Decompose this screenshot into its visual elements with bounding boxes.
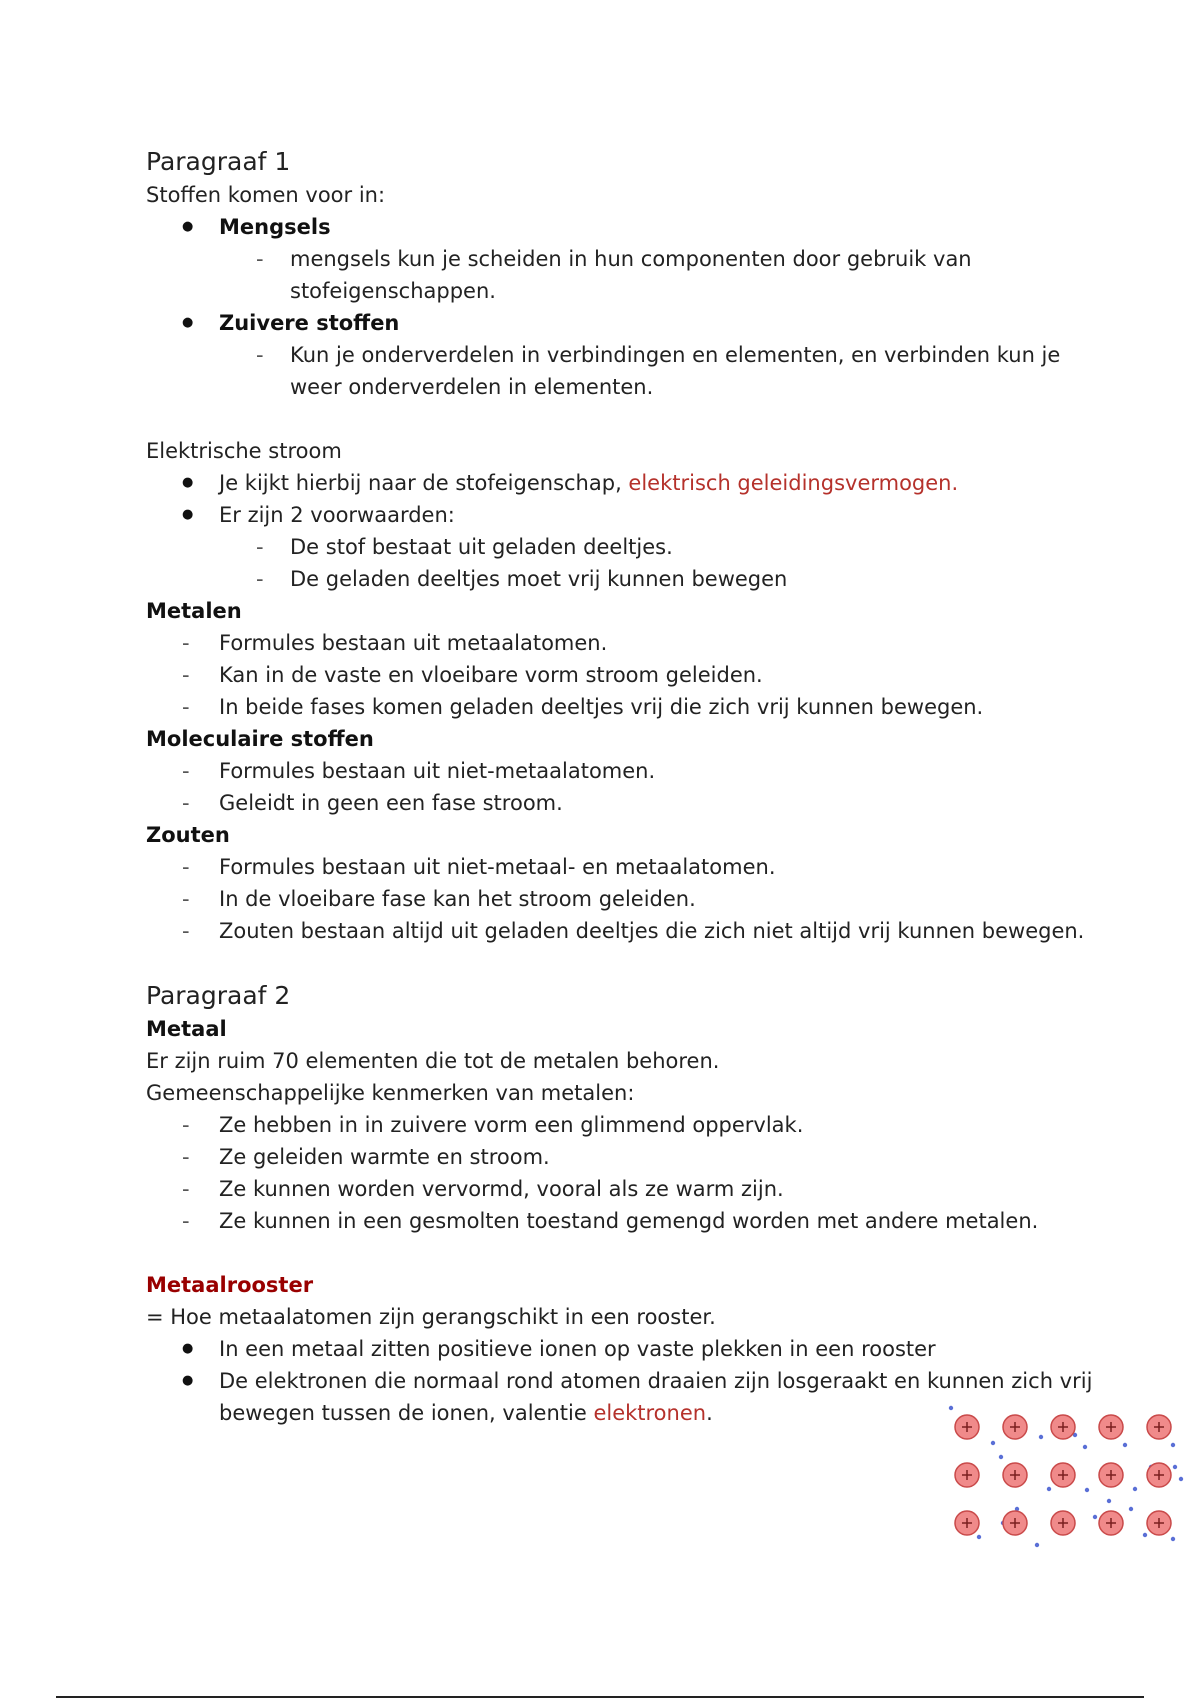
valence-electron — [1083, 1445, 1087, 1449]
heading-paragraaf-1: Paragraaf 1 — [146, 147, 291, 176]
list-item: - Ze kunnen worden vervormd, vooral als ze warm zijn. — [146, 1173, 1086, 1205]
valence-electron — [1143, 1533, 1147, 1537]
bullet-ionen: ● In een metaal zitten positieve ionen op vaste plekken in een rooster — [146, 1333, 1086, 1365]
valence-electron — [1085, 1488, 1089, 1492]
list-item: - Zouten bestaan altijd uit geladen deeltjes die zich niet altijd vrij kunnen bewegen. — [146, 915, 1086, 947]
heading-metalen: Metalen — [146, 599, 242, 623]
valence-electron — [1173, 1465, 1177, 1469]
bullet-text: bewegen tussen de ionen, valentie — [219, 1401, 594, 1425]
list-item: - Ze geleiden warmte en stroom. — [146, 1141, 1086, 1173]
list-item: - In de vloeibare fase kan het stroom geleiden. — [146, 883, 1086, 915]
document-page — [146, 145, 1093, 1429]
positive-ion — [1051, 1511, 1075, 1535]
intro-text: Stoffen komen voor in: — [146, 183, 386, 207]
paragraph-line: Er zijn ruim 70 elementen die tot de metalen behoren. — [146, 1049, 720, 1073]
list-item: - Kan in de vaste en vloeibare vorm stroom geleiden. — [146, 659, 1086, 691]
positive-ion — [955, 1511, 979, 1535]
heading-zouten: Zouten — [146, 823, 230, 847]
positive-ion — [1099, 1511, 1123, 1535]
positive-ion — [1147, 1415, 1171, 1439]
valence-electron — [1093, 1515, 1097, 1519]
heading-paragraaf-2: Paragraaf 2 — [146, 981, 291, 1010]
bullet-voorwaarden: ● Er zijn 2 voorwaarden: — [146, 499, 1086, 531]
highlight-elektronen: elektronen — [593, 1401, 707, 1425]
subitem-mengsels: - mengsels kun je scheiden in hun componenten door gebruik van — [146, 243, 1086, 275]
valence-electron — [1129, 1507, 1133, 1511]
heading-metaal: Metaal — [146, 1017, 227, 1041]
definition-line: = Hoe metaalatomen zijn gerangschikt in een rooster. — [146, 1305, 716, 1329]
valence-electron — [1171, 1537, 1175, 1541]
list-item: - Geleidt in geen een fase stroom. — [146, 787, 1086, 819]
positive-ion — [1099, 1415, 1123, 1439]
valence-electron — [1039, 1435, 1043, 1439]
positive-ion — [1051, 1415, 1075, 1439]
bullet-zuivere-stoffen: ● Zuivere stoffen — [146, 307, 1086, 339]
valence-electron — [1035, 1543, 1039, 1547]
positive-ion — [1003, 1511, 1027, 1535]
valence-electron — [1179, 1477, 1183, 1481]
subitem-mengsels-cont: stofeigenschappen. — [290, 279, 496, 303]
valence-electron — [991, 1441, 995, 1445]
list-item: - In beide fases komen geladen deeltjes vrij die zich vrij kunnen bewegen. — [146, 691, 1086, 723]
valence-electron — [999, 1455, 1003, 1459]
paragraph-line: Gemeenschappelijke kenmerken van metalen: — [146, 1081, 635, 1105]
valence-electron — [1047, 1487, 1051, 1491]
metal-lattice-diagram — [945, 1405, 1185, 1555]
valence-electron — [949, 1406, 953, 1410]
heading-elektrische-stroom: Elektrische stroom — [146, 439, 342, 463]
bullet-elektronen: ● De elektronen die normaal rond atomen draaien zijn losgeraakt en kunnen zich vrij — [146, 1365, 1086, 1397]
positive-ion — [1099, 1463, 1123, 1487]
bullet-stofeigenschap — [146, 467, 1086, 499]
list-item: - Formules bestaan uit niet-metaal- en metaalatomen. — [146, 851, 1086, 883]
valence-electron — [1133, 1487, 1137, 1491]
valence-electron — [1107, 1499, 1111, 1503]
positive-ion — [955, 1415, 979, 1439]
list-item: - Formules bestaan uit niet-metaalatomen. — [146, 755, 1086, 787]
highlight-geleidingsvermogen: elektrisch geleidingsvermogen. — [628, 471, 959, 495]
heading-metaalrooster: Metaalrooster — [146, 1273, 314, 1297]
bullet-mengsels: ● Mengsels — [146, 211, 1086, 243]
list-item: - Ze hebben in in zuivere vorm een glimmend oppervlak. — [146, 1109, 1086, 1141]
page-bottom-rule — [56, 1696, 1144, 1698]
list-item: - Formules bestaan uit metaalatomen. — [146, 627, 1086, 659]
positive-ion — [955, 1463, 979, 1487]
subitem-zuivere-stoffen-cont: weer onderverdelen in elementen. — [290, 375, 654, 399]
positive-ion — [1147, 1463, 1171, 1487]
condition-item: - De geladen deeltjes moet vrij kunnen bewegen — [146, 563, 1086, 595]
ions-group — [955, 1415, 1171, 1535]
valence-electron — [1171, 1443, 1175, 1447]
positive-ion — [1051, 1463, 1075, 1487]
valence-electron — [1123, 1443, 1127, 1447]
condition-item: - De stof bestaat uit geladen deeltjes. — [146, 531, 1086, 563]
positive-ion — [1003, 1415, 1027, 1439]
positive-ion — [1147, 1511, 1171, 1535]
bullet-text: Je kijkt hierbij naar de stofeigenschap, — [219, 471, 629, 495]
heading-moleculaire-stoffen: Moleculaire stoffen — [146, 727, 374, 751]
bullet-text-end: . — [706, 1401, 713, 1425]
list-item: - Ze kunnen in een gesmolten toestand gemengd worden met andere metalen. — [146, 1205, 1086, 1237]
positive-ion — [1003, 1463, 1027, 1487]
valence-electron — [977, 1535, 981, 1539]
subitem-zuivere-stoffen: - Kun je onderverdelen in verbindingen en elementen, en verbinden kun je — [146, 339, 1086, 371]
